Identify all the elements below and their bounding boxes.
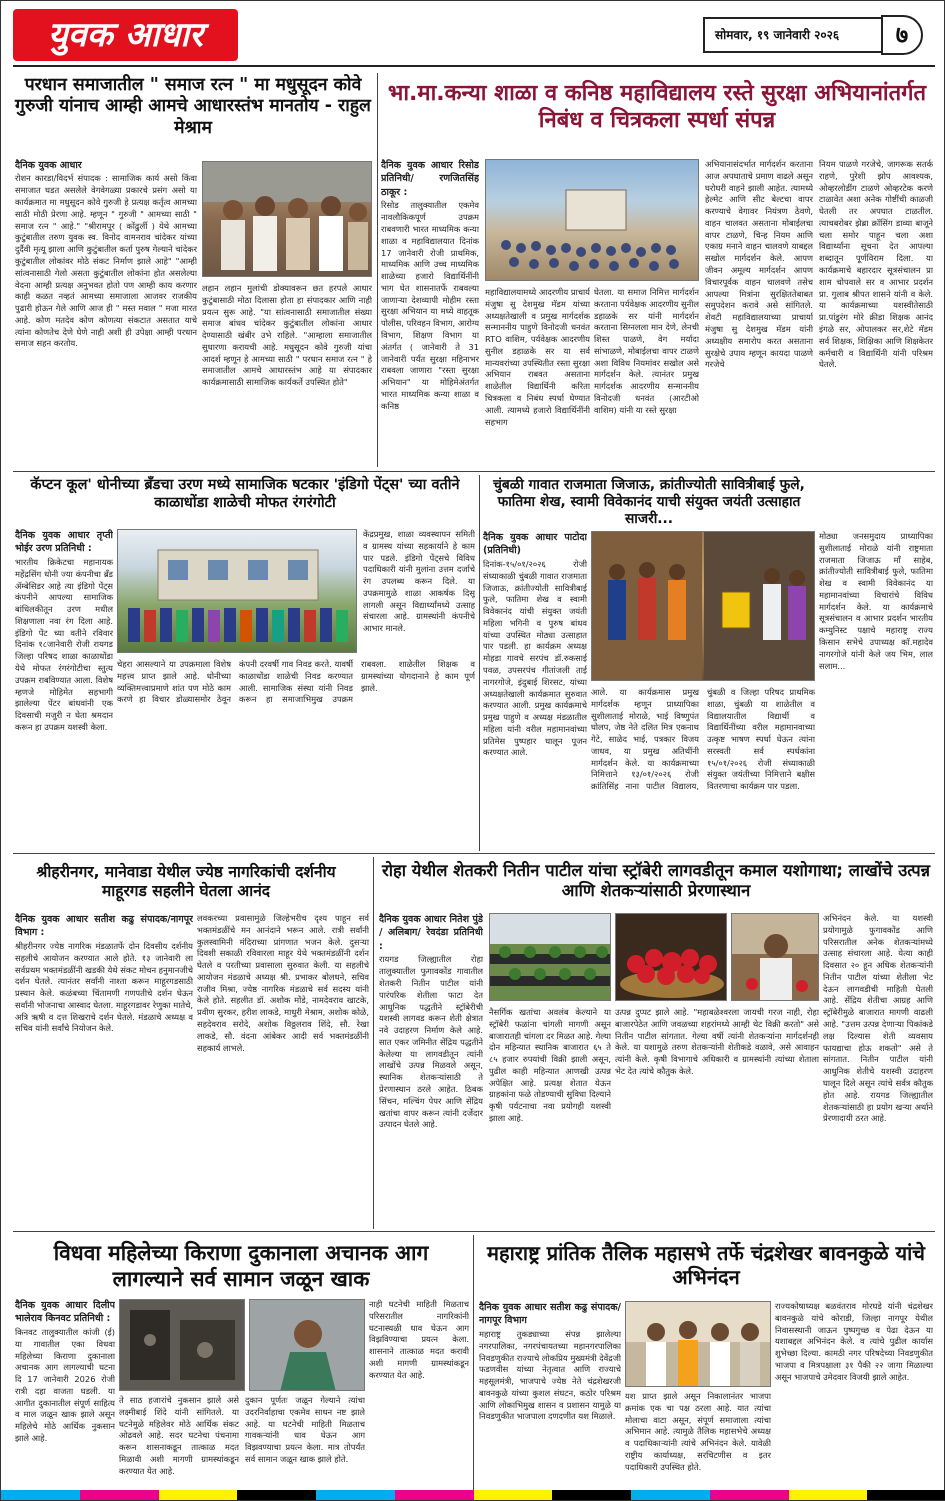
article-kanya-shala-col5: नियम पाळणे गरजेचे, जागरूक सतर्क राहणे, पुरेशी झोप आवश्यक, ओव्हरलोडींग टाळणे ओव्हरटेक करणे टाळावेत अशा अनेक गोष्टींची काळजी घेतली तर अपघात टाळतील. त्याचबरोबर झेब्रा क्रॉसिंग डाव्या बाजूने चला समोर पाहून चला अशा विद्यार्थ्यांना सूचना देत आपल्या शब्दातून पूर्णविराम दिला. या कार्यक्रमाचे बहारदार सूत्रसंचालन प्रा शाम चोपवाले सर व आभार प्रदर्शन प्रा. गुलाब श्रीपत शासने यांनी व केले. या कार्यक्रमाच्या यशस्वीतेसाठी प्रा.पांडुरंग मोरे क्रीडा शिक्षक आनंद इंगळे सर, ओपालकर सर,शेटे मॅडम सर्व शिक्षक, शिक्षिका आणि शिक्षकेतर कर्मचारी व विद्यार्थिनी यांनी परिश्रम घेतले. [819, 159, 933, 370]
article-strawberry-col1 [379, 913, 483, 1225]
body-jijau-1: दिनांक-१५/०१/२०२६ रोजी संध्याकाळी चुंबळी गावात राजमाता जिजाऊ, क्रांतीज्योती सावित्रीबाई फुले, फातिमा शेख व स्वामी विवेकानंद यांची संयुक्त जयंती महिला भगिनी व पुरुष बांधव यांच्या उपस्थित मोठ्या उत्साहात पार पडली. हा कार्यक्रम अध्यक्ष मोहडा गावचे सरपंच डॉ.रुकसाई पवळ, उपसरपंच गीतांजली ताई नागरगोजे, इंदुबाई शिरसट, यांच्या अध्यक्षतेखाली कार्यक्रमात सुरुवात करण्यात आली. प्रमुख कार्यक्रमाचे प्रमुख पाहुणे व अध्यक्ष मंडळातील महिला यांनी वरील महामानवांच्या प्रतिमेस पुष्पहार घालून पूजन करण्यात आले. [483, 558, 587, 758]
photo-jijau-figures [592, 532, 815, 681]
byline-vidhwa: दैनिक युवक आधार दिलीप भालेराव किनवट प्रतिनिधी : [15, 1300, 115, 1325]
masthead-rule [13, 65, 935, 67]
caption-dhoni: चेहरा आसल्याने या उपक्रमाला विशेष महत्त्व प्राप्त झाले आहे. धोनीच्या व्यक्तिमत्त्वाप्रमाणे शांत पण मोठे काम करणे हा विचार डोळ्यासमोर ठेवून कंपनी दरवर्षी गाव निवड करते. यावर्षी काळाधोंडा शाळेची निवड करण्यात आली. सामाजिक संस्था यांनी निवड करून हा समाजाभिमुख उपक्रम राबवला. शाळेतील शिक्षक व ग्रामस्थांच्या योगदानाने हे काम पूर्ण झाले. [117, 659, 475, 705]
headline-bawankule: महाराष्ट्र प्रांतिक तैलिक महासभे तर्फे चंद्रशेखर बावनकुळे यांचे अभिनंदन [486, 1241, 926, 1290]
photo-vidhwa-woman [249, 1299, 365, 1391]
article-kanya-shala-col3: घेतला. या समाज निमित्त मार्गदर्शन करताना पर्यवेक्षक आदरणीय सुनील डहाळके सर यांनी मार्गदर्शन करताना सिग्नलला मान देणे, लेनची शिस्त पाळणे, वेग मर्यादा सांभाळणे, मोबाईलचा वापर टाळणे अशा विविध नियमांवर सखोल असे मार्गदर्शन केले. त्यानंतर प्रमुख मार्गदर्शक आदरणीय सन्माननीय विनोदजी धनवंत (आरटीओ वाशिम) यांनी या रस्ते सुरक्षा [594, 287, 699, 415]
section-divider [13, 853, 935, 854]
article-jijau-col3: मोठ्या जनसमुदाय प्राध्यापिका सुशीलाताई मोराळे यांनी राष्ट्रमाता राजमाता जिजाऊ माँ साहेब, क्रांतीज्योती सावित्रीबाई फुले, फातिमा शेख व स्वामी विवेकानंद या महामानवांच्या विचारांचे विविध मार्गदर्शन केले. या कार्यक्रमाचे सूत्रसंचालन व आभार प्रदर्शन भारतीय कम्युनिस्ट पक्षाचे महाराष्ट्र राज्य किसान सभेचे उपाध्यक्ष कॉ.महादेव नागरगोजे यांनी केले जय भिम, लाल सलाम... [819, 531, 933, 671]
photo-jijau-jayanti [591, 531, 815, 681]
photo-kanya-shala [485, 159, 699, 281]
section-divider [13, 471, 935, 472]
body-samaj-ratna: रोशन कारडा/विदर्भ संपादक : सामाजिक कार्य असो किंवा समाजात घडत असलेले वेगवेगळ्या प्रकारचे प्रसंग असो या कार्यक्रमात मा मधुसूदन कोवे गुरुजी हे प्रत्यक्ष कर्तृत्व आमच्या साठी मोठी प्रेरणा आहे. म्हणून " गुरुजी " आमच्या साठी " समाज रत्न " आहे." "श्रीरामपूर ( कोंढुर्ली ) येथे आमच्या कुटुंबातील तरुण युवक स्व. विनोद वामनराव चांदेकर यांच्या दुर्दैवी मृत्यू झाला आणि कुटुंबातील कर्ता पुरुष गेल्याने चांदेकर कुटुंबातील लोकांवर मोठे संकट निर्माण झाले आहे" "आम्ही सांत्वनासाठी गेलो असता कुटुंबातील लोकांना होत असलेल्या वेदना आम्ही प्रत्यक्ष अनुभवत होतो पण आम्ही काय करणार काही कळत नव्हतं आमच्या समाजाला आजवर राजकीय पुढारी होऊन गेले आणि आज ही " मस्त मवाल " मजा मारत आहे. कोण मतदेव कोण कोणत्या संकटात असतात याचे त्यांना कोणतेच देणे घेणे नाही अशी ही उपेक्षा आम्ही परधान समाज सहन करतोय. [15, 173, 197, 349]
photo-vidhwa-shop [119, 1299, 245, 1391]
body-bawankule-1: महाराष्ट्र तुकड्याच्या संपन्न झालेल्या नगरपालिका, नगरपंचायतच्या महानगरपालिका निवडणुकीत राज्याचे लोकप्रिय मुख्यमंत्री देवेंद्रजी फडणवीस यांच्या नेतृत्वात आणि राज्याचे महसूलमंत्री, भाजपाचे ज्येष्ठ नेते चंद्रशेखरजी बावनकुळे यांच्या कुशल संघटन, कठोर परिश्रम आणि लोकाभिमुख शासन व प्रशासन यामुळे या निवडणुकीत भाजपाला दणदणीत यश मिळाले. [479, 1328, 621, 1422]
caption-samaj-ratna: लहान लहान मुलांची डोक्यावरून छत हरपले आधार कुटुंबासाठी मोठा दिलासा होता हा संपादकार आणि नाही प्रयत्न सुरू आहे. "या सांत्वनासाठी समाजातील संख्या समाज बांधव चांदेकर कुटुंबातील लोकांना आधार देण्यासाठी खंबीर उभे राहिले. "आम्हाला समाजातील सुधारणा करायची आहे. मधुसूदन कोवे गुरुजी यांचा आदर्श म्हणून हे आमच्या साठी " परधान समाज रत्न " हे समाजातील आमचे आधारस्तंभ आहे या संपादकार कार्यक्रमासाठी सामाजिक कार्यकर्ते उपस्थित होते" [202, 283, 372, 388]
photo-samaj-ratna-figures [203, 162, 372, 277]
byline-strawberry: दैनिक युवक आधार नितेश पुंडे / अलिबाग/ रेवदंडा प्रतिनिधी : [379, 914, 483, 952]
photo-dhoni-group [118, 530, 357, 653]
byline-bawankule: दैनिक युवक आधार सतीश कढु संपादक/नागपूर विभाग [479, 1302, 621, 1327]
photo-strawberry-person [732, 914, 819, 1001]
column-divider [377, 73, 378, 467]
article-vidhwa-col1 [15, 1299, 115, 1485]
article-kanya-shala-col1 [381, 159, 479, 465]
article-strawberry-col2: उत्पन्न दुप्पट झाले आहे. "महाबळेश्वरला जायची गरज नाही, रोहा बाजारपेठेत आणि जवळच्या शहरांमध्ये आम्ही थेट विक्री करतो" असे नितीन पाटील सांगतात. गेल्या वर्षी त्यांनी शेतकऱ्यांना मार्गदर्शनही केले. या यशामुळे तरुण शेतकऱ्यांनी शेतीकडे वळावे, असे आवाहन त्यांनी केले. कृषी विभागाचे अधिकारी व ग्रामस्थांनी त्यांच्या शेताला भेट देत त्यांचे कौतुक केले. [615, 1007, 819, 1076]
photo-strawberry-field [490, 914, 611, 1001]
article-dhoni-col2: केंद्रप्रमुख, शाळा व्यवस्थापन समिती व ग्रामस्थ यांच्या सहकार्याने हे काम पार पडले. इंडिगो पेंट्सचे विविध पदाधिकारी यांनी मुलांना उत्तम दर्जाचे रंग उपलब्ध करून दिले. या उपक्रमामुळे शाळा आकर्षक दिसू लागली असून विद्यार्थ्यांमध्ये उत्साह संचारला आहे. ग्रामस्थांनी कंपनीचे आभार मानले. [363, 529, 475, 634]
article-jijau-col1 [483, 531, 587, 847]
caption-strawberry: नैसर्गिक खतांचा अवलंब केल्याने या स्ट्रॉबेरी फळांना चांगली मागणी असून बाजारातही चांगला दर मिळत आहे. गेल्या दोन महिन्यात स्थानिक बाजारात ६५ ते ८५ हजार रुपयांची विक्री झाली असून, पुढील काही महिन्यात आणखी उत्पन्न अपेक्षित आहे. प्रत्यक्ष शेतात येऊन ग्राहकांना फळे तोडण्याची सुविधा दिल्याने कृषी पर्यटनाचा नवा प्रयोगही यशस्वी झाला आहे. [489, 1007, 611, 1124]
photo-strawberry-plants [489, 913, 611, 1001]
byline-dhoni: दैनिक युवक आधार तृप्ती भोईर उरण प्रतिनिधी : [15, 530, 113, 555]
color-registration-bar [1, 1490, 945, 1500]
photo-strawberry-farmer [731, 913, 819, 1001]
article-vidhwa-col4: नाही घटनेची माहिती मिळताच परिसरातील नागरिकांनी घटनास्थळी धाव घेऊन आग विझविण्याचा प्रयत्न केला. शासनाने तात्काळ मदत करावी अशी मागणी ग्रामस्थांकडून करण्यात येत आहे. [369, 1299, 469, 1380]
photo-bawankule-felicitation [626, 1302, 771, 1387]
section-divider [13, 1231, 935, 1232]
issue-date: सोमवार, १९ जानेवारी २०२६ [703, 17, 883, 53]
article-kanya-shala-col4: अभियानासंदर्भात मार्गदर्शन करताना आज अपघाताचे प्रमाण वाढले असून घरोघरी वाहने झाली आहेत. त्यामध्ये हेल्मेट आणि सीट बेल्टचा वापर करण्याचे वेगावर नियंत्रण ठेवणे, वाहन चालवत असताना मोबाईलचा वापर टाळणे, चिन्ह नियम आणि एकाग्र मनाने वाहन चालवणे याबद्दल सखोल मार्गदर्शन केले. आपण जीवन अमूल्य मार्गदर्शन आपण विचारपूर्वक वाहन चालवणे तसेच आपल्या मित्रांना सुरक्षिततेबाबत समुपदेशन करावे असे सांगितले. शेवटी महाविद्यालयाच्या प्राचार्या मंजुषा सु देशमुख मॅडम यांनी अध्यक्षीय समारोप करत असताना सुरक्षेचे उपाय म्हणून कायदा पाळणे गरजेचे [705, 159, 813, 370]
body-mahurgad-1: श्रीहरीनगर ज्येष्ठ नागरिक मंडळातर्फे दोन दिवसीय दर्शनीय सहलीचे आयोजन करण्यात आले होते. १३ जानेवारी ला सर्वप्रथम भक्तमंडळींनी खडकी येथे संकट मोचन हनुमानजीचे दर्शन घेतले. त्यानंतर सर्वांनी नाश्ता करून माहूरगडसाठी प्रस्थान केले. कळंबच्या चिंतामणी गणपतीचे दर्शन घेऊन सर्वांनी भोजनाचा आस्वाद घेतला. माहूरगडावर रेणुका मातेचे, अत्रि ऋषी व दत्त शिखराचे दर्शन घेतले. मंडळाचे अध्यक्ष व सचिव यांनी सर्वांचे नियोजन केले. [15, 940, 193, 1034]
byline-kanya-shala: दैनिक युवक आधार रिसोड प्रतिनिधी/ रणजितसिंह ठाकूर : [381, 160, 479, 198]
headline-vidhwa-dukan: विधवा महिलेच्या किराणा दुकानाला अचानक आग लागल्याने सर्व सामान जळून खाक [53, 1241, 429, 1291]
headline-strawberry: रोहा येथील शेतकरी नितीन पाटील यांचा स्ट्रॉबेरी लागवडीतून कमाल यशोगाथा; लाखोंचे उत्पन्न आणि शेतकऱ्यांसाठी प्रेरणास्थान [382, 861, 930, 901]
photo-kanya-shala-crowd [486, 160, 699, 281]
photo-vidhwa-portrait [250, 1300, 365, 1391]
photo-vidhwa-ashes [120, 1300, 245, 1391]
photo-strawberry-fruit [615, 913, 727, 1001]
headline-jijau-jayanti: चुंबळी गावात राजमाता जिजाऊ, क्रांतीज्योती सावित्रीबाई फुले, फातिमा शेख, स्वामी विवेकानंद याची संयुक्त जयंती उत्साहात साजरी... [493, 477, 805, 527]
article-bawankule-col1 [479, 1301, 621, 1487]
article-dhoni-col1 [15, 529, 113, 847]
byline-mahurgad: दैनिक युवक आधार सतीश कढु संपादक/नागपूर विभाग : [15, 914, 193, 939]
article-vidhwa-col2: ते साठ हजारांचे नुकसान झाले असे लक्ष्मीबाई शिंदे यांनी सांगितले. या घटनेमुळे महिलेवर मोठे आर्थिक संकट ओढवले आहे. सदर घटनेचा पंचनामा करून शासनाकडून तात्काळ मदत मिळावी अशी मागणी ग्रामस्थांकडून करण्यात येत आहे. [119, 1395, 239, 1476]
body-dhoni-1: भारतीय क्रिकेटचा महानायक महेंद्रसिंग धोनी ज्या कंपनीचा ब्रँड ॲम्बेसिडर आहे त्या इंडिगो पेंट्स कंपनीने आपल्या सामाजिक बांधिलकीतून उरण मधील शिक्षणाला नवा रंग दिला आहे. इंडिगो पेंट च्या वतीने रविवार दिनांक १८जानेवारी रोजी रायगड जिल्हा परिषद शाळा काळाधोंडा येथे मोफत रंगरंगोटीचा स्तुत्य उपक्रम राबविण्यात आला. विशेष म्हणजे मोहिमेत सहभागी झालेल्या पेंटर बांधवांनी एक दिवसाची मजुरी न घेता श्रमदान करून हा उपक्रम यशस्वी केला. [15, 556, 113, 732]
byline-samaj-ratna: दैनिक युवक आधार [15, 160, 82, 171]
headline-samaj-ratna: परधान समाजातील " समाज रत्न " मा मधुसूदन कोवे गुरुजी यांनाच आम्ही आमचे आधारस्तंभ मानतोय - राहुल मेश्राम [15, 75, 371, 138]
body-strawberry-1: रायगड जिल्ह्यातील रोहा तालुक्यातील फुगावकोंड गावातील शेतकरी नितीन पाटील यांनी पारंपरिक शेतीला फाटा देत आधुनिक पद्धतीने स्ट्रॉबेरीची यशस्वी लागवड करून शेती क्षेत्रात नवे उदाहरण निर्माण केले आहे. सात एकर जमिनीत सेंद्रिय पद्धतीने केलेल्या या लागवडीतून त्यांनी लाखोंचे उत्पन्न मिळवले असून, स्थानिक शेतकऱ्यांसाठी ते प्रेरणास्थान ठरले आहेत. ठिबक सिंचन, मल्चिंग पेपर आणि सेंद्रिय खतांचा वापर करून त्यांनी दर्जेदार उत्पादन घेतले आहे. [379, 954, 483, 1130]
column-divider [473, 1235, 474, 1491]
body-vidhwa-1: किनवट तालुक्यातील कांजी (ई) या गावातील एका विधवा महिलेच्या किराणा दुकानाला अचानक आग लागल्याची घटना दि 17 जानेवारी 2026 रोजी रात्री दहा वाजता घडली. या आगीत दुकानातील संपूर्ण साहित्य व माल जळून खाक झाले असून महिलेचे मोठे आर्थिक नुकसान झाले आहे. [15, 1326, 115, 1443]
caption-jijau: आले. या कार्यक्रमास प्रमुख मार्गदर्शक म्हणून प्राध्यापिका सुशीलाताई मोराळे, भाई विष्णुपंत घोलप, जेष्ठ नेते दलित मित्र एकनाथ गेटे, साळेद भाई, पत्रकार विजय जाधव, या प्रमुख अतिथींनी मार्गदर्शन केले. या कार्यक्रमाच्या निमित्ताने १३/०१/२०२६ रोजी क्रांतिसिंह नाना पाटील विद्यालय, चुंबळी व जिल्हा परिषद प्राथमिक शाळा, चुंबळी या शाळेतील व विद्यालयातील विद्यार्थी व विद्यार्थिनींच्या वरील महामानवाच्या उत्कृष्ट भाषण स्पर्धा घेऊन त्यांना सरस्वती सर्व स्पर्धकांना १५/०१/२०२६ रोजी संध्याकाळी संयुक्त जयंतीच्या निमित्ताने बक्षीस वितरणाचा कार्यक्रम पार पडला. [591, 687, 815, 792]
article-strawberry-col3: अभिनंदन केले. या यशस्वी प्रयोगामुळे फुगावकोंड आणि परिसरातील अनेक शेतकऱ्यांमध्ये उत्साह संचारला आहे. येत्या काही दिवसात २० हून अधिक शेतकऱ्यांनी नितीन पाटील यांच्या शेतीला भेट देऊन लागवडीची माहिती घेतली आहे. सेंद्रिय शेतीचा आग्रह आणि स्ट्रॉबेरीमुळे बाजारात मागणी वाढली आहे. "उत्तम उत्पन्न देणाऱ्या पिकांकडे लक्ष दिल्यास शेती व्यवसाय फायद्याचा होऊ शकतो" असे ते सांगतात. नितीन पाटील यांनी आधुनिक शेतीचे यशस्वी उदाहरण घालून दिले असून त्यांचे सर्वत्र कौतुक होत आहे. रायगड जिल्ह्यातील शेतकऱ्यांसाठी हा प्रयोग खऱ्या अर्थाने प्रेरणादायी ठरत आहे. [823, 913, 933, 1124]
column-divider [373, 857, 374, 1229]
article-bawankule-col3: राज्यकोषाध्यक्ष बळवंतराव मोरघडे यांनी चंद्रशेखर बावनकुळे यांचे कोराडी, जिल्हा नागपूर येथील निवासस्थानी जाऊन पुष्पगुच्छ व पेढा देऊन या यशाबद्दल अभिनंदन केले. व त्यांचे पुढील कार्यास शुभेच्छा दिल्या. कामठी नगर परिषदेच्या निवडणुकीत भाजपा व मित्रपक्षाला ३१ पैकी २२ जागा मिळाल्या असून भाजपाचे उमेदवार विजयी झाले आहेत. [775, 1301, 933, 1382]
caption-bawankule: यश प्राप्त झाले असून निकालानंतर भाजपा क्रमांक एक चा पक्ष ठरला आहे. यात त्यांचा मोलाचा वाटा असून, संपूर्ण समाजाला त्यांचा अभिमान आहे. त्यामुळे तैलिक महासभेचे अध्यक्ष व पदाधिकाऱ्यांनी त्यांचे अभिनंदन केले. यावेळी राष्ट्रीय कार्याध्यक्ष, सरचिटणीस व इतर पदाधिकारी उपस्थित होते. [625, 1391, 771, 1472]
column-divider [479, 475, 480, 851]
headline-dhoni-indigo: कॅप्टन कूल' धोनीच्या ब्रँडचा उरण मध्ये सामाजिक षटकार 'इंडिगो पेंट्स' च्या वतीने काळाधोंडा शाळेची मोफत रंगरंगोटी [30, 477, 460, 511]
headline-mahurgad: श्रीहरीनगर, मानेवाडा येथील ज्येष्ठ नागरिकांची दर्शनीय माहूरगड सहलीने घेतला आनंद [36, 863, 336, 900]
photo-strawberry-basket [616, 914, 727, 1001]
page-number: ७ [881, 15, 923, 55]
article-mahurgad-col1 [15, 913, 193, 1225]
article-vidhwa-col3: दुकान पूर्णतः जळून गेल्याने त्यांचा उदरनिर्वाहाचा एकमेव साधन नष्ट झाले आहे. या घटनेची माहिती मिळताच गावकऱ्यांनी धाव घेऊन आग विझवण्याचा प्रयत्न केला. मात्र तोपर्यंत सर्व सामान जळून खाक झाले होते. [245, 1395, 365, 1464]
article-samaj-ratna-col1 [15, 159, 197, 463]
article-kanya-shala-col2: महाविद्यालयामध्ये आदरणीय प्राचार्य मंजुषा सु देशमुख मॅडम यांच्या अध्यक्षतेखाली व प्रमुख मार्गदर्शक सन्माननीय पाहुणे विनोदजी धनवंत RTO वाशिम, पर्यवेक्षक आदरणीय सुनील डहाळके सर या सर्व मान्यवरांच्या उपस्थितीत रस्ता सुरक्षा अभियान राबवत असताना शाळेतील विद्यार्थिनी करिता चित्रकला व निबंध स्पर्धा घेण्यात आली. त्यामध्ये हजारो विद्यार्थिनींनी सहभाग [485, 287, 590, 427]
photo-dhoni-school [117, 529, 357, 653]
newspaper-logo: युवक आधार [13, 9, 238, 61]
photo-bawankule [625, 1301, 771, 1387]
byline-jijau: दैनिक युवक आधार पाटोदा (प्रतिनिधी) [483, 532, 587, 557]
masthead [13, 9, 935, 69]
photo-samaj-ratna [202, 161, 372, 277]
headline-kanya-shala: भा.मा.कन्या शाळा व कनिष्ठ महाविद्यालय रस्ते सुरक्षा अभियानांतर्गत निबंध व चित्रकला स्पर्धा संपन्न [387, 81, 927, 133]
body-kanya-shala-1: रिसोड तालुक्यातील एकमेव नावलौकिकपूर्ण उपक्रम राबवणारी भारत माध्यमिक कन्या शाळा व महाविद्यालयात दिनांक 17 जानेवारी रोजी प्राथमिक, माध्यमिक आणि उच्च माध्यमिक शाळेच्या हजारो विद्यार्थिनींनी भाग घेत शासनातर्फे राबवल्या जाणाऱ्या देशव्यापी मोहीम रस्ता सुरक्षा अभियान या मध्ये वाहतूक पोलीस, परिवहन विभाग, आरोग्य विभाग, शिक्षण विभाग या अंतर्गत ( जानेवारी ते 31 जानेवारी पर्यंत सुरक्षा महिनाभर राबवला जाणारा "रस्ता सुरक्षा अभियान" या मोहिमेअंतर्गत भारत माध्यमिक कन्या शाळा व कनिष्ठ [381, 200, 479, 411]
article-mahurgad-col2: लवकरच्या प्रवासामुळे जिल्हेभरीच दृश्य पाहून सर्व भक्तमंडळींचे मन आनंदाने भरून आले. रात्री सर्वांनी कुलस्वामिनी मंदिराच्या प्रांगणात भजन केले. दुसऱ्या दिवशी सकाळी रविवारला माहूर येथे भक्तमंडळींनी दर्शन घेतले व परतीच्या प्रवासाला सुरुवात केली. या सहलीचे आयोजन मंडळाचे अध्यक्ष श्री. प्रभाकर बोलधने, सचिव राजीव मिश्रा, ज्येष्ठ नागरिक मंडळाचे सर्व सदस्य यांनी केले होते. सहलीत डॉ. अशोक मोंडे, नामदेवराव खाटके, प्रवीण सुरकर, हरीश लाकडे, माधुरी मेश्राम, अशोक कोळे, सहदेवराव सरोदे, अशोक विठ्ठलराव शिंदे, सौ. रेखा लाकडे, सौ. वंदना आंबेकर आदी सर्व भक्तमंडळींनी सहकार्य लाभले. [197, 913, 369, 1053]
